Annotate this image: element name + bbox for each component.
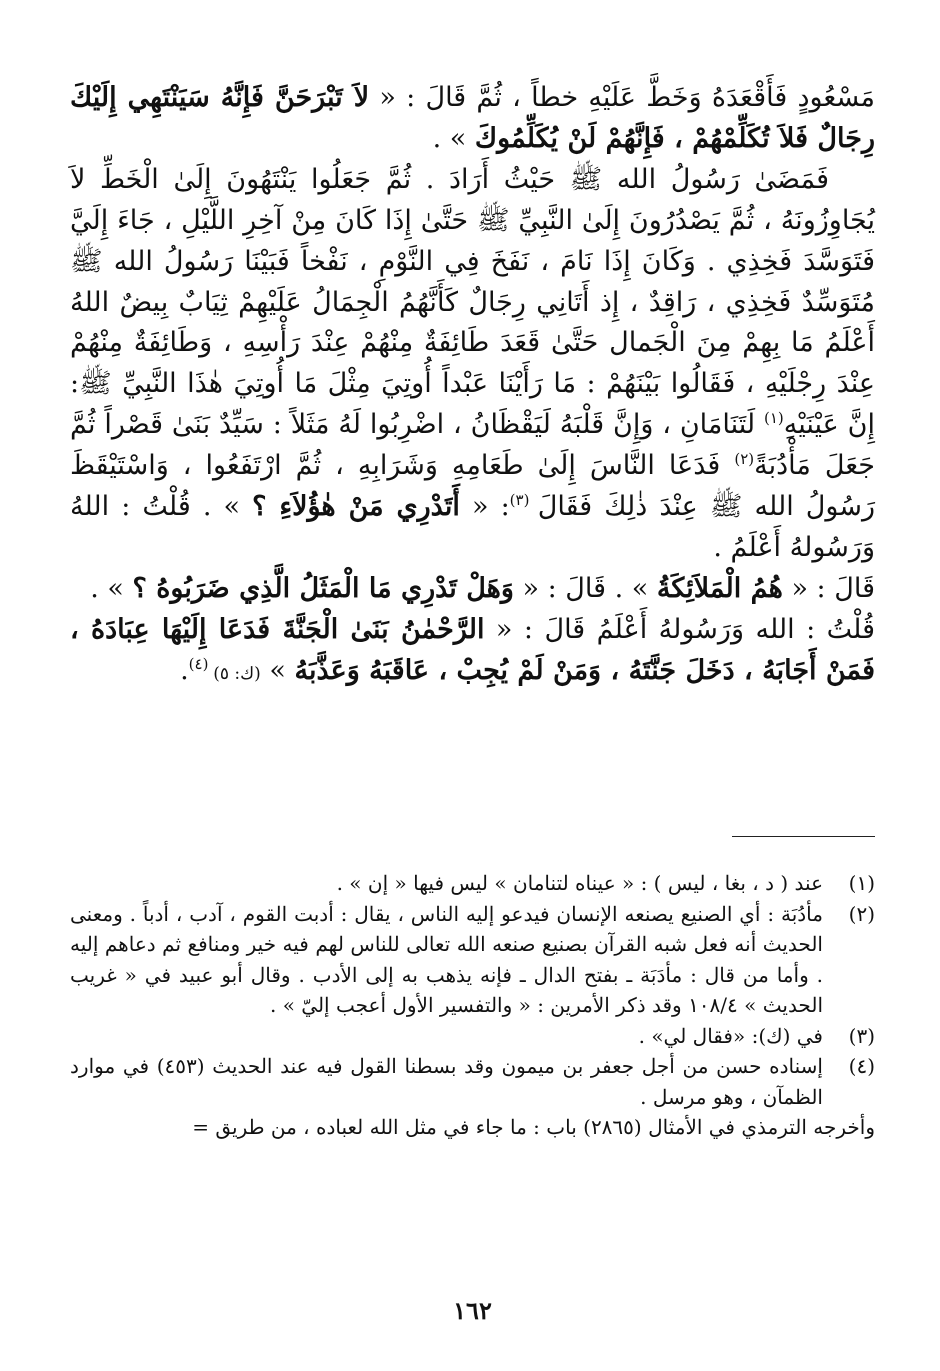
text-segment: » . قُلْتُ : اللهُ وَرَسُولهُ أَعْلَمُ . — [70, 491, 875, 563]
text-segment: » . — [90, 572, 133, 604]
footnote-marker-3[interactable]: (٣) — [509, 491, 538, 510]
footnote-marker-1[interactable]: (١) — [763, 409, 784, 428]
text-segment: قَالَ : « — [782, 572, 875, 604]
footnote-text: عند ( د ، بغا ، ليس ) : « عيناه لتنامان » ليس فيها « إن » . — [336, 871, 823, 895]
prophet-quote: وَهَلْ تَدْرِي مَا الْمَثَلُ الَّذِي ضَرَبُوهُ ؟ — [132, 572, 514, 604]
footnote-4 — [70, 1051, 875, 1112]
footnote-separator — [732, 836, 875, 837]
prophet-quote: هُمُ الْمَلاَئِكَةُ — [656, 572, 783, 604]
text-segment: فَدَعَا النَّاسَ إِلَىٰ طَعَامِهِ وَشَرَابِهِ ، ثُمَّ ارْتَفَعُوا ، وَاسْتَيْقَظَ رَسُولُ الله ﷺ عِنْدَ ذٰلِكَ فَقَالَ — [70, 450, 876, 523]
book-page — [70, 78, 875, 1338]
footnote-number: (١) — [848, 871, 875, 895]
paragraph-2 — [70, 160, 875, 569]
footnote-text: مأدُبَة : أي الصنيع يصنعه الإنسان فيدعو إليه الناس ، يقال : أدبت القوم ، آدب ، أدباً . ومعنى الحديث أنه فعل شبه القرآن بصنيع صنعه الله تعالى للناس لهم فيه خير ومنافع ثم دعاهم إليه . وأما من قال : مأدَبَة ـ بفتح الدال ـ فإنه يذهب به إلى الأدب . وقال أبو عبيد في « غريب الحديث » ١٠٨/٤ وقد ذكر الأمرين : « والتفسير الأول أعجب إليّ » . — [70, 901, 823, 1017]
text-segment: » — [260, 654, 295, 686]
footnote-2 — [70, 899, 875, 1021]
main-text — [70, 78, 875, 695]
prophet-quote: لاَ تَبْرَحَنَّ فَإِنَّهُ سَيَنْتَهِي إِلَيْكَ رِجَالٌ فَلاَ تُكَلِّمْهُمْ ، فَإِنَّهُمْ لَنْ يُكَلِّمُوكَ — [70, 82, 875, 154]
text-segment: . — [180, 654, 189, 686]
prophet-quote: الرَّحْمٰنُ بَنَىٰ الْجَنَّةَ فَدَعَا إِلَيْهَا عِبَادَهُ ، فَمَنْ أَجَابَهُ ، دَخَلَ جَنَّتَهُ ، وَمَنْ لَمْ يُجِبْ ، عَاقَبَهُ وَعَذَّبَهُ — [70, 613, 875, 686]
text-segment: : « — [459, 491, 510, 523]
text-segment: فَمَضَىٰ رَسُولُ الله ﷺ حَيْثُ أَرَادَ . ثُمَّ جَعَلُوا يَنْتَهُونَ إِلَىٰ الْخَطِّ لاَ يُجَاوِزُونَهُ ، ثُمَّ يَصْدُرُونَ إِلَىٰ النَّبِيِّ ﷺ حَتَّىٰ إِذَا كَانَ مِنْ آخِرِ اللَّيْلِ ، جَاءَ إِلَيَّ فَتَوَسَّدَ فَخِذِي . وَكَانَ إِذَا نَامَ ، نَفَخَ فِي النَّوْمِ ، نَفْخاً فَبَيْنَا رَسُولُ الله ﷺ مُتَوَسِّدٌ فَخِذِي ، رَاقِدٌ ، إِذ أَتَانِي رِجَالٌ كَأَنَّهُمُ الْجِمَالُ عَلَيْهِمْ ثِيَابٌ بِيضٌ اللهُ أَعْلَمُ مَا بِهِمْ مِنَ الْجَمال حَتَّىٰ قَعَدَ طَائِفَةٌ مِنْهُمْ عِنْدَ رَأْسِهِ ، وَطَائِفَةٌ مِنْهُمْ عِنْدَ رِجْلَيْهِ ، فَقَالُوا بَيْنَهُمْ : مَا رَأَيْنَا عَبْداً أُوتِيَ مِثْلَ مَا أُوتِيَ هٰذَا النَّبِيِّ ﷺ: إِنَّ عَيْنَيْهِ — [70, 163, 875, 441]
footnote-continuation: وأخرجه الترمذي في الأمثال (٢٨٦٥) باب : ما جاء في مثل الله لعباده ، من طريق = — [192, 1115, 875, 1139]
footnote-marker-2[interactable]: (٢) — [734, 450, 755, 469]
text-segment: مَسْعُودٍ فَأَقْعَدَهُ وَخَطَّ عَلَيْهِ خطاً ، ثُمَّ قَالَ : « — [369, 82, 875, 113]
footnote-number: (٣) — [848, 1023, 875, 1048]
footnote-text: في (ك): «فقال لي» . — [638, 1023, 823, 1048]
paragraph-1 — [70, 78, 875, 160]
footnote-number: (٤) — [848, 1054, 875, 1078]
footnotes — [70, 868, 875, 1143]
text-segment: » . — [432, 122, 475, 154]
text-segment: قُلْتُ : الله وَرَسُولهُ أَعْلَمُ قَالَ : « — [484, 613, 875, 645]
footnote-marker-4[interactable]: (٤) — [188, 654, 214, 673]
source-reference: (ك: ٥) — [213, 663, 261, 684]
footnote-1 — [70, 868, 875, 899]
footnote-text: إسناده حسن من أجل جعفر بن ميمون وقد بسطنا القول فيه عند الحديث (٤٥٣) في موارد الظمآن ، وهو مرسل . — [70, 1054, 823, 1109]
text-segment: لَتَنَامَانِ ، وَإِنَّ قَلْبَهُ لَيَقْظَانُ ، اضْرِبُوا لَهُ مَثَلاً : سَيِّدٌ بَنَىٰ قَصْراً ثُمَّ جَعَلَ مَأْدُبَةً — [70, 409, 875, 482]
paragraph-3 — [70, 569, 875, 610]
footnote-number: (٢) — [848, 901, 875, 926]
paragraph-4 — [70, 610, 875, 695]
page-number: ١٦٢ — [453, 1296, 492, 1325]
footnote-3 — [70, 1021, 875, 1052]
text-segment: » . قَالَ : « — [513, 572, 657, 604]
prophet-quote: أَتَدْرِي مَنْ هٰؤُلاَءِ ؟ — [252, 491, 460, 523]
